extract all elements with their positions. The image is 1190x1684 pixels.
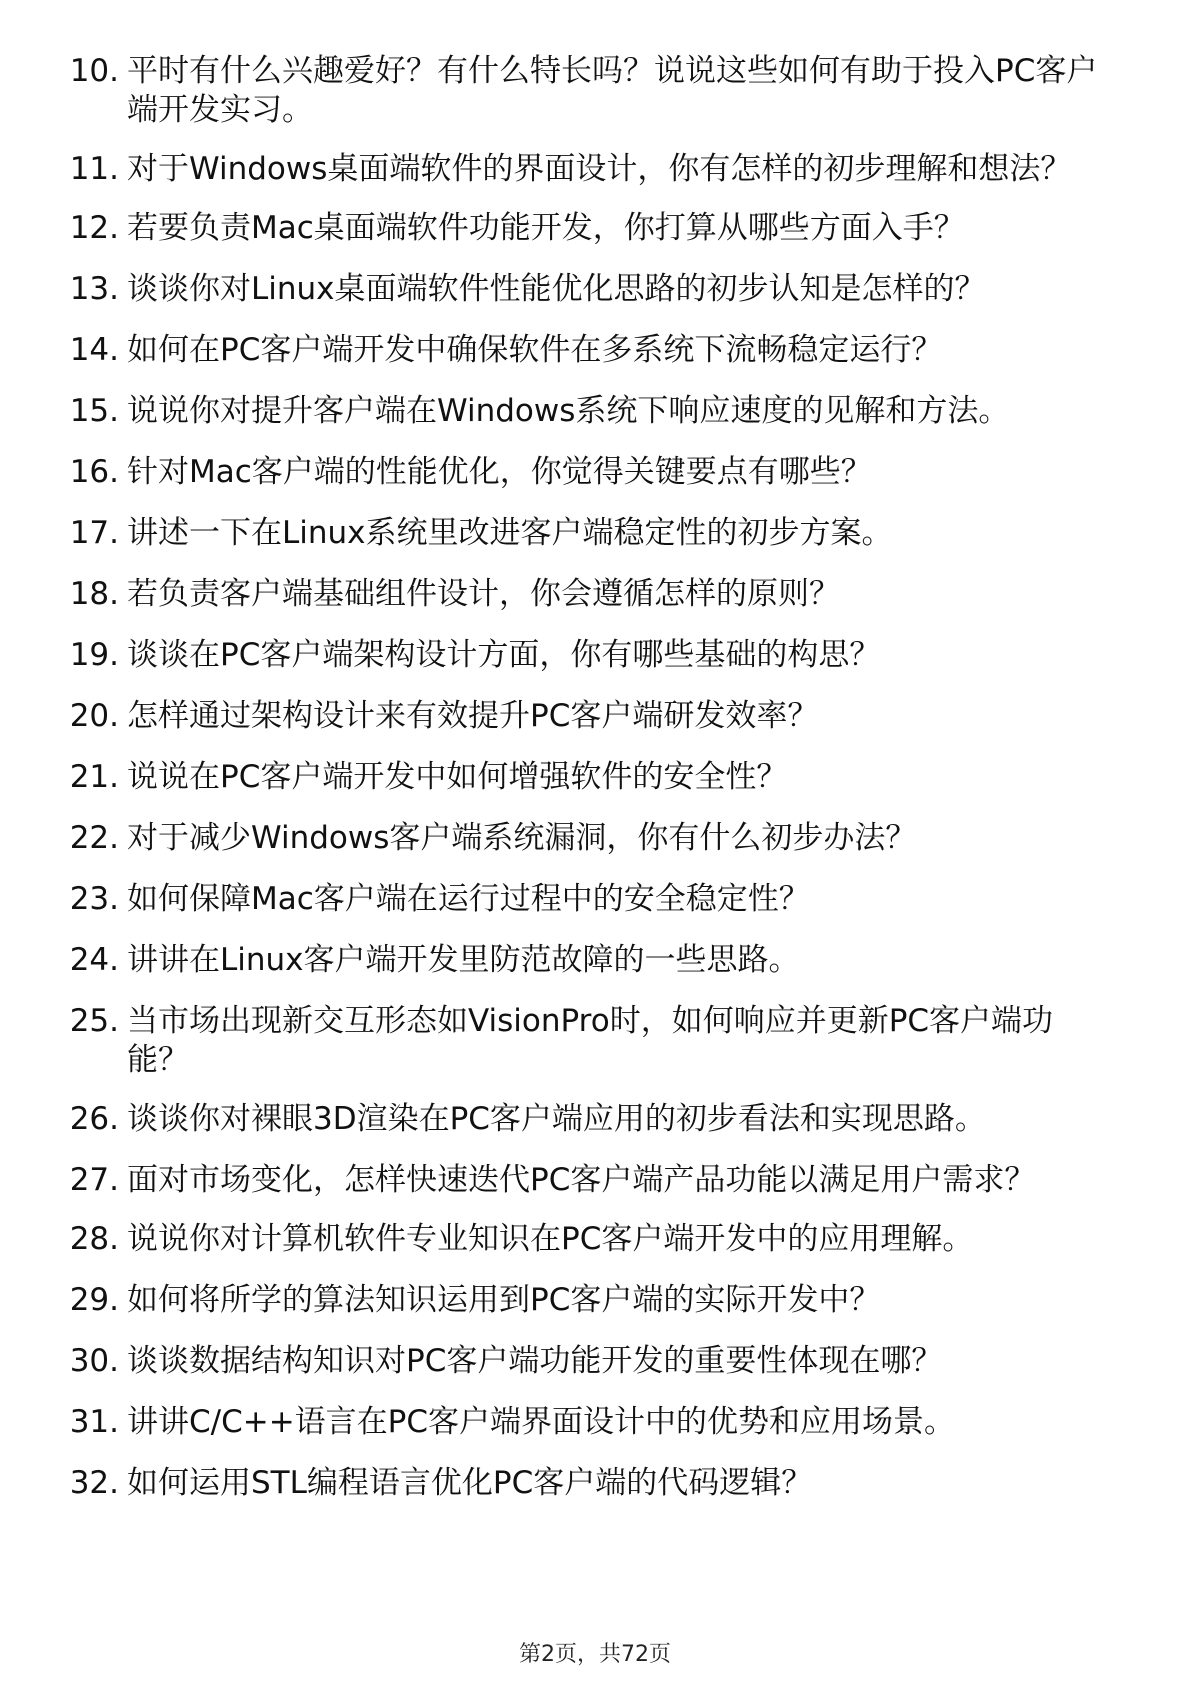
list-item xyxy=(55,209,1115,248)
question-text: 说说你对计算机软件专业知识在PC客户端开发中的应用理解。 xyxy=(127,1221,974,1257)
question-number: 26. xyxy=(69,1101,119,1137)
question-number: 15. xyxy=(69,393,119,429)
question-number: 24. xyxy=(69,942,119,978)
question-text: 讲讲在Linux客户端开发里防范故障的一些思路。 xyxy=(127,942,800,978)
question-number: 14. xyxy=(69,332,119,368)
list-item xyxy=(55,1342,1115,1381)
list-item xyxy=(55,1220,1115,1259)
list-item xyxy=(55,514,1115,553)
list-item xyxy=(55,1002,1115,1080)
question-text: 面对市场变化，怎样快速迭代PC客户端产品功能以满足用户需求？ xyxy=(127,1162,1036,1198)
list-item xyxy=(55,880,1115,919)
question-text: 怎样通过架构设计来有效提升PC客户端研发效率？ xyxy=(127,698,819,734)
list-item xyxy=(55,52,1115,130)
list-item xyxy=(55,636,1115,675)
question-number: 21. xyxy=(69,759,119,795)
question-text: 讲述一下在Linux系统里改进客户端稳定性的初步方案。 xyxy=(127,515,893,551)
question-text: 谈谈数据结构知识对PC客户端功能开发的重要性体现在哪？ xyxy=(127,1343,943,1379)
question-number: 20. xyxy=(69,698,119,734)
question-text: 谈谈你对Linux桌面端软件性能优化思路的初步认知是怎样的？ xyxy=(127,271,986,307)
question-number: 10. xyxy=(69,53,119,89)
list-item xyxy=(55,150,1115,189)
question-number: 31. xyxy=(69,1404,119,1440)
question-number: 16. xyxy=(69,454,119,490)
question-number: 28. xyxy=(69,1221,119,1257)
question-number: 29. xyxy=(69,1282,119,1318)
question-number: 19. xyxy=(69,637,119,673)
question-text: 如何在PC客户端开发中确保软件在多系统下流畅稳定运行？ xyxy=(127,332,943,368)
list-item xyxy=(55,758,1115,797)
question-text: 谈谈在PC客户端架构设计方面，你有哪些基础的构思？ xyxy=(127,637,881,673)
question-number: 32. xyxy=(69,1465,119,1501)
question-number: 13. xyxy=(69,271,119,307)
question-text: 谈谈你对裸眼3D渲染在PC客户端应用的初步看法和实现思路。 xyxy=(127,1101,986,1137)
list-item xyxy=(55,1161,1115,1200)
list-item xyxy=(55,575,1115,614)
question-text: 对于Windows桌面端软件的界面设计，你有怎样的初步理解和想法？ xyxy=(127,151,1072,187)
question-number: 17. xyxy=(69,515,119,551)
question-number: 27. xyxy=(69,1162,119,1198)
question-text: 当市场出现新交互形态如VisionPro时，如何响应并更新PC客户端功能？ xyxy=(127,1003,1054,1078)
question-number: 30. xyxy=(69,1343,119,1379)
question-number: 25. xyxy=(69,1003,119,1039)
page-footer: 第2页，共72页 xyxy=(519,1642,671,1667)
question-text: 如何运用STL编程语言优化PC客户端的代码逻辑？ xyxy=(127,1465,813,1501)
question-text: 说说在PC客户端开发中如何增强软件的安全性？ xyxy=(127,759,788,795)
question-text: 平时有什么兴趣爱好？有什么特长吗？说说这些如何有助于投入PC客户端开发实习。 xyxy=(127,53,1098,128)
question-text: 若要负责Mac桌面端软件功能开发，你打算从哪些方面入手？ xyxy=(127,210,965,246)
question-text: 如何将所学的算法知识运用到PC客户端的实际开发中？ xyxy=(127,1282,881,1318)
list-item xyxy=(55,331,1115,370)
question-text: 说说你对提升客户端在Windows系统下响应速度的见解和方法。 xyxy=(127,393,1010,429)
question-text: 若负责客户端基础组件设计，你会遵循怎样的原则？ xyxy=(127,576,840,612)
list-item xyxy=(55,1100,1115,1139)
question-text: 针对Mac客户端的性能优化，你觉得关键要点有哪些？ xyxy=(127,454,872,490)
question-text: 如何保障Mac客户端在运行过程中的安全稳定性？ xyxy=(127,881,810,917)
question-number: 23. xyxy=(69,881,119,917)
question-number: 12. xyxy=(69,210,119,246)
list-item xyxy=(55,1281,1115,1320)
question-text: 讲讲C/C++语言在PC客户端界面设计中的优势和应用场景。 xyxy=(127,1404,956,1440)
question-text: 对于减少Windows客户端系统漏洞，你有什么初步办法？ xyxy=(127,820,917,856)
list-item xyxy=(55,941,1115,980)
list-item xyxy=(55,1403,1115,1442)
question-number: 18. xyxy=(69,576,119,612)
list-item xyxy=(55,697,1115,736)
question-list xyxy=(55,52,1115,1525)
list-item xyxy=(55,1464,1115,1503)
list-item xyxy=(55,392,1115,431)
question-number: 11. xyxy=(69,151,119,187)
question-number: 22. xyxy=(69,820,119,856)
list-item xyxy=(55,270,1115,309)
list-item xyxy=(55,819,1115,858)
list-item xyxy=(55,453,1115,492)
